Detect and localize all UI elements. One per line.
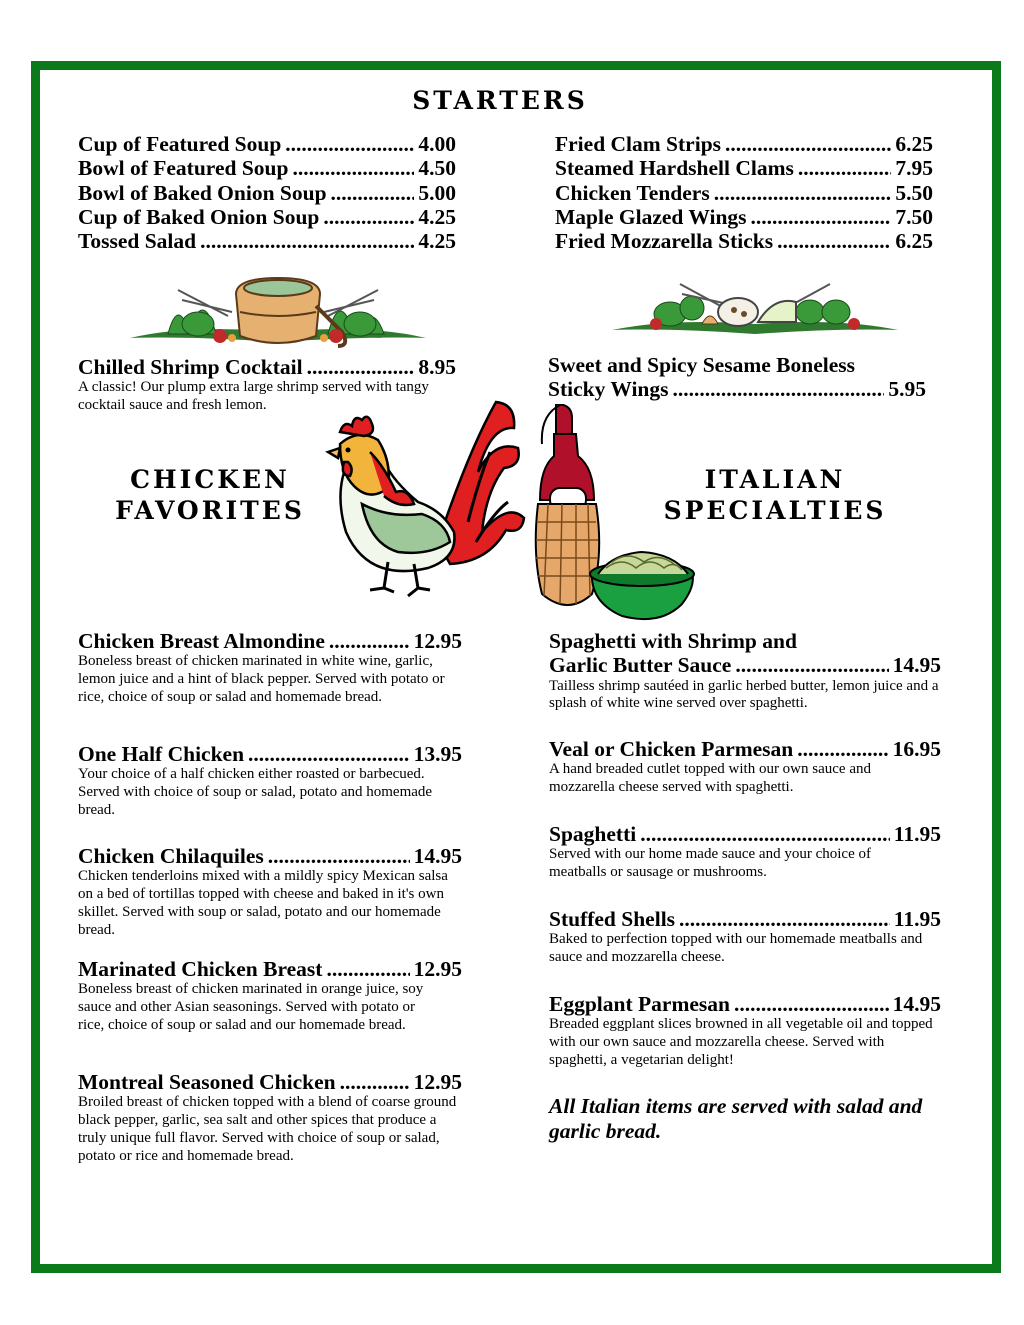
item-price: 4.00 bbox=[418, 132, 456, 156]
item-name-line1: Sweet and Spicy Sesame Boneless bbox=[548, 353, 855, 377]
sticky-wings-item bbox=[548, 353, 926, 402]
item-name: Cup of Featured Soup bbox=[78, 132, 282, 156]
menu-item bbox=[549, 992, 941, 1070]
item-name: Bowl of Featured Soup bbox=[78, 156, 289, 181]
item-description: Breaded eggplant slices browned in all vegetable oil and topped with our own sauce and mozzarella cheese. Served with spaghetti, a vegetarian delight! bbox=[549, 1016, 933, 1068]
menu-item bbox=[549, 737, 941, 797]
item-description: Broiled breast of chicken topped with a blend of coarse ground black pepper, garlic, sea salt and other spices that produce a truly unique full flavor. Served with choice of soup or salad, potato or rice and homemade bread. bbox=[78, 1094, 457, 1164]
item-price: 4.25 bbox=[418, 229, 456, 254]
item-price: 14.95 bbox=[413, 844, 462, 868]
item-name: Stuffed Shells bbox=[549, 907, 676, 931]
menu-item bbox=[549, 907, 941, 967]
item-name: Garlic Butter Sauce bbox=[549, 653, 732, 678]
item-description: Baked to perfection topped with our homemade meatballs and sauce and mozzarella cheese. bbox=[549, 931, 923, 966]
item-price: 5.00 bbox=[418, 180, 456, 205]
heading-line: ITALIAN bbox=[704, 465, 846, 494]
item-name: Maple Glazed Wings bbox=[555, 204, 747, 229]
menu-item bbox=[78, 1070, 462, 1165]
item-price: 14.95 bbox=[892, 992, 941, 1016]
item-name: Steamed Hardshell Clams bbox=[555, 156, 794, 181]
item-price: 4.25 bbox=[418, 204, 456, 229]
item-name: Cup of Baked Onion Soup bbox=[78, 204, 320, 229]
item-name-line1: Spaghetti with Shrimp and bbox=[549, 629, 797, 653]
item-name: One Half Chicken bbox=[78, 742, 245, 766]
item-name: Spaghetti bbox=[549, 822, 637, 846]
starters-right-list bbox=[555, 132, 933, 253]
item-price: 12.95 bbox=[413, 957, 462, 981]
starters-left-list bbox=[78, 132, 456, 253]
item-price: 7.50 bbox=[895, 204, 933, 229]
menu-item bbox=[555, 181, 933, 205]
heading-line: CHICKEN bbox=[130, 465, 290, 494]
item-name: Marinated Chicken Breast bbox=[78, 957, 323, 981]
soup-pot-illustration bbox=[128, 266, 428, 358]
item-name: Montreal Seasoned Chicken bbox=[78, 1070, 336, 1094]
chicken-favorites-heading bbox=[90, 464, 330, 526]
appetizer-illustration bbox=[610, 278, 900, 338]
item-name: Fried Mozzarella Sticks bbox=[555, 229, 774, 254]
item-price: 11.95 bbox=[893, 822, 941, 846]
item-price: 14.95 bbox=[892, 653, 941, 678]
menu-item bbox=[555, 205, 933, 229]
menu-item bbox=[549, 629, 941, 713]
rooster-illustration bbox=[318, 392, 528, 602]
item-price: 13.95 bbox=[413, 742, 462, 766]
menu-item bbox=[555, 132, 933, 156]
menu-item bbox=[78, 957, 462, 1035]
item-name: Sticky Wings bbox=[548, 377, 669, 402]
item-price: 12.95 bbox=[413, 629, 462, 653]
item-description: Tailless shrimp sautéed in garlic herbed butter, lemon juice and a splash of white wine served over spaghetti. bbox=[549, 677, 939, 712]
menu-item bbox=[78, 181, 456, 205]
item-price: 16.95 bbox=[892, 737, 941, 761]
item-price: 11.95 bbox=[893, 907, 941, 931]
item-price: 8.95 bbox=[418, 355, 456, 379]
item-price: 4.50 bbox=[418, 156, 456, 181]
menu-item bbox=[78, 156, 456, 180]
menu-item bbox=[78, 629, 462, 707]
item-description: Served with our home made sauce and your choice of meatballs or sausage or mushrooms. bbox=[549, 846, 871, 881]
menu-item bbox=[555, 229, 933, 253]
item-description: Boneless breast of chicken marinated in orange juice, soy sauce and other Asian seasonings. Served with potato or rice, choice of soup or salad and our homemade bread. bbox=[78, 981, 424, 1033]
menu-item bbox=[78, 229, 456, 253]
item-price: 5.50 bbox=[895, 180, 933, 205]
italian-note: All Italian items are served with salad and garlic bread. bbox=[549, 1094, 923, 1143]
item-price: 6.25 bbox=[895, 132, 933, 156]
menu-item bbox=[78, 844, 462, 939]
item-description: A classic! Our plump extra large shrimp served with tangy cocktail sauce and fresh lemon. bbox=[78, 379, 429, 414]
menu-item bbox=[78, 205, 456, 229]
item-name: Tossed Salad bbox=[78, 229, 197, 254]
heading-line: SPECIALTIES bbox=[663, 496, 887, 525]
heading-line: FAVORITES bbox=[115, 496, 305, 525]
starters-heading: STARTERS bbox=[412, 86, 588, 115]
item-name: Veal or Chicken Parmesan bbox=[549, 737, 794, 761]
item-name: Fried Clam Strips bbox=[555, 132, 722, 156]
item-name: Chicken Tenders bbox=[555, 180, 710, 205]
menu-item bbox=[78, 742, 462, 820]
item-name: Chicken Breast Almondine bbox=[78, 629, 325, 653]
menu-item bbox=[549, 822, 941, 882]
item-price: 6.25 bbox=[895, 229, 933, 254]
item-price: 7.95 bbox=[895, 156, 933, 181]
item-price: 12.95 bbox=[413, 1070, 462, 1094]
item-description: A hand breaded cutlet topped with our own sauce and mozzarella cheese served with spaghetti. bbox=[549, 761, 871, 796]
menu-item bbox=[78, 132, 456, 156]
item-description: Your choice of a half chicken either roasted or barbecued. Served with choice of soup or salad, potato and homemade bread. bbox=[78, 766, 433, 818]
item-description: Boneless breast of chicken marinated in white wine, garlic, lemon juice and a hint of black pepper. Served with potato or rice, choice of soup or salad and homemade bread. bbox=[78, 653, 445, 705]
item-name: Bowl of Baked Onion Soup bbox=[78, 180, 327, 205]
item-name: Eggplant Parmesan bbox=[549, 992, 730, 1016]
item-name: Chicken Chilaquiles bbox=[78, 844, 264, 868]
chianti-bottle-illustration bbox=[532, 404, 722, 622]
item-name: Chilled Shrimp Cocktail bbox=[78, 355, 303, 379]
menu-item bbox=[555, 156, 933, 180]
item-price: 5.95 bbox=[888, 377, 926, 402]
item-description: Chicken tenderloins mixed with a mildly spicy Mexican salsa on a bed of tortillas topped with cheese and baked in it's own skillet. Served with soup or salad, potato and our homemade bread. bbox=[78, 868, 448, 938]
